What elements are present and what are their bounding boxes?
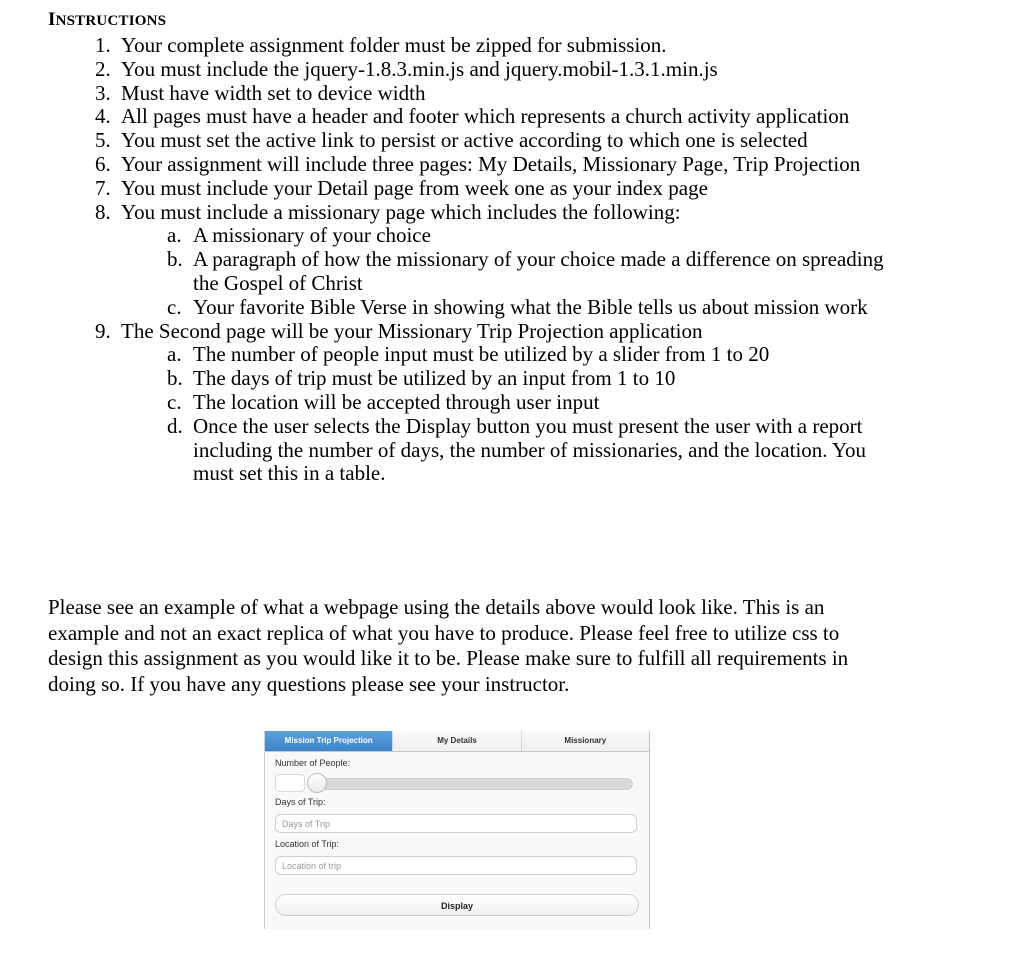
example-tab-bar bbox=[265, 731, 649, 752]
location-label: Location of Trip: bbox=[275, 839, 340, 849]
example-screenshot bbox=[264, 731, 650, 929]
location-input[interactable]: Location of trip bbox=[275, 856, 637, 875]
days-input[interactable]: Days of Trip bbox=[275, 814, 637, 833]
tab-mission-trip-projection[interactable]: Mission Trip Projection bbox=[265, 731, 393, 751]
people-slider-handle[interactable] bbox=[307, 773, 327, 793]
tab-missionary[interactable]: Missionary bbox=[522, 731, 649, 751]
days-label: Days of Trip: bbox=[275, 797, 326, 807]
heading-rest: NSTRUCTIONS bbox=[55, 13, 167, 29]
tab-my-details[interactable]: My Details bbox=[393, 731, 521, 751]
instructions-heading bbox=[48, 9, 166, 31]
people-label: Number of People: bbox=[275, 758, 351, 768]
people-slider-track[interactable] bbox=[311, 778, 633, 790]
heading-first-letter: I bbox=[48, 9, 56, 30]
display-button[interactable]: Display bbox=[275, 894, 639, 916]
example-paragraph: Please see an example of what a webpage using the details above would look like. This is an example and not an exact replica of what you have to produce. Please feel free to utilize css to design this assignment as you would like it to be. Please make sure to fulfill all requirements in doing so. If you have any questions please see your instructor. bbox=[48, 595, 849, 696]
people-value-input[interactable] bbox=[275, 774, 305, 792]
